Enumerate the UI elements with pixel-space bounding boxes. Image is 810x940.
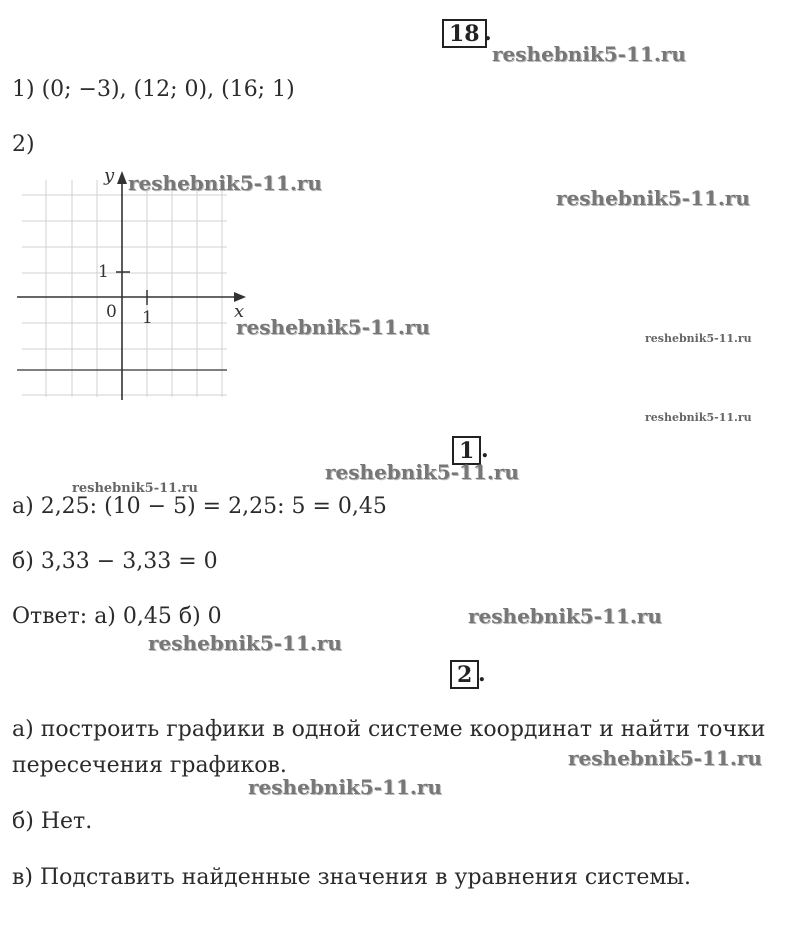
answer-line-b: б) Нет. [12,809,93,834]
watermark: reshebnik5-11.ru [556,186,750,210]
answer-line-a-continued: пересечения графиков. [12,753,287,778]
watermark: reshebnik5-11.ru [645,411,752,424]
answer-line-a: а) построить графики в одной системе координат и найти точки [12,717,766,742]
task-number: 18 [449,21,480,47]
y-tick-label: 1 [98,262,109,282]
answer-line-a: а) 2,25: (10 − 5) = 2,25: 5 = 0,45 [12,494,387,519]
watermark: reshebnik5-11.ru [148,631,342,655]
task-number-box [442,19,487,48]
y-axis-label: y [104,165,115,186]
origin-label: 0 [106,302,117,322]
answer-line-c: в) Подставить найденные значения в уравнения системы. [12,865,692,890]
watermark: reshebnik5-11.ru [492,42,686,66]
task-number-dot: . [478,661,486,687]
x-axis-label: x [234,301,245,322]
watermark: reshebnik5-11.ru [568,746,762,770]
coordinate-graph [12,165,262,405]
watermark: reshebnik5-11.ru [468,604,662,628]
task-number-box [450,660,479,689]
task-number-dot: . [481,437,489,463]
watermark: reshebnik5-11.ru [236,315,430,339]
answer-line-2: 2) [12,132,35,157]
watermark: reshebnik5-11.ru [645,332,752,345]
grid-lines [22,180,227,397]
watermark: reshebnik5-11.ru [72,481,199,496]
task-number: 2 [457,662,473,688]
answer-line-1: 1) (0; −3), (12; 0), (16; 1) [12,77,295,102]
answer-line-result: Ответ: а) 0,45 б) 0 [12,604,222,629]
watermark: reshebnik5-11.ru [128,171,322,195]
task-number: 1 [459,438,475,464]
watermark: reshebnik5-11.ru [248,775,442,799]
task-number-dot: . [484,20,492,46]
answer-line-b: б) 3,33 − 3,33 = 0 [12,549,218,574]
x-tick-label: 1 [142,308,153,328]
watermark: reshebnik5-11.ru [325,460,519,484]
y-axis-arrow [117,171,127,184]
